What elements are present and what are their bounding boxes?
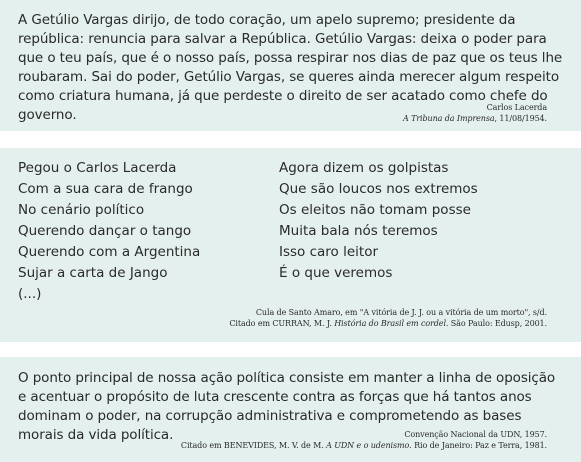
- udn-quote-box: [0, 357, 581, 462]
- citation-book-title: A UDN e o udenismo: [326, 441, 410, 450]
- verse-line: Com a sua cara de frango: [18, 181, 193, 197]
- lacerda-quote-box: [0, 0, 581, 131]
- verse-line: No cenário político: [18, 202, 145, 218]
- lacerda-quote-text: A Getúlio Vargas dirijo, de todo coração, um apelo supremo; presidente da república: renuncia para salvar a República. Getúlio Vargas: deixa o poder para que o teu país, que é o nosso país, possa respirar nos dias de paz que os teus lhe roubaram. Sai do poder, Getúlio Vargas, se queres ainda merecer algum respeito como criatura humana, já que perdeste o direito de ser acatado como chefe do governo.: [18, 12, 563, 123]
- citation-line-1: Convenção Nacional da UDN, 1957.: [404, 430, 547, 439]
- verse-line: É o que veremos: [279, 265, 393, 281]
- verse-line: Agora dizem os golpistas: [279, 160, 449, 176]
- verse-line: Os eleitos não tomam posse: [279, 202, 471, 218]
- udn-quote-text: O ponto principal de nossa ação política consiste em manter a linha de oposição e acentuar o propósito de luta crescente contra as forças que há tantos anos dominam o poder, na corrupção administrativa e comprometendo as bases morais da vida política.: [18, 370, 556, 443]
- citation-source: [403, 113, 547, 124]
- citation-author: Carlos Lacerda: [486, 103, 547, 112]
- verse-line: Pegou o Carlos Lacerda: [18, 160, 177, 176]
- citation-prefix: Citado em CURRAN, M. J.: [229, 319, 335, 328]
- verse-line: Que são loucos nos extremos: [279, 181, 478, 197]
- verse-line: (...): [18, 286, 42, 302]
- cordel-citation: [229, 307, 547, 329]
- citation-line-2: [229, 318, 547, 329]
- verse-line: Querendo com a Argentina: [18, 244, 201, 260]
- verse-column-right: [279, 158, 478, 284]
- citation-suffix: . Rio de Janeiro: Paz e Terra, 1981.: [409, 441, 547, 450]
- udn-quote-citation: [181, 429, 547, 451]
- citation-book-title: História do Brasil em cordel: [334, 319, 446, 328]
- citation-source-date: , 11/08/1954.: [494, 114, 547, 123]
- lacerda-quote-citation: [403, 102, 547, 124]
- citation-source-title: A Tribuna da Imprensa: [402, 114, 495, 123]
- citation-line-2: [181, 440, 547, 451]
- citation-prefix: Citado em BENEVIDES, M. V. de M.: [180, 441, 327, 450]
- citation-line-1: Cula de Santo Amaro, em "A vitória de J. J. ou a vitória de um morto", s/d.: [255, 308, 547, 317]
- verse-line: Sujar a carta de Jango: [18, 265, 168, 281]
- verse-line: Muita bala nós teremos: [279, 223, 438, 239]
- cordel-verse-box: [0, 148, 581, 342]
- verse-line: Querendo dançar o tango: [18, 223, 192, 239]
- verse-column-left: [18, 158, 200, 305]
- verse-line: Isso caro leitor: [279, 244, 379, 260]
- citation-suffix: . São Paulo: Edusp, 2001.: [445, 319, 547, 328]
